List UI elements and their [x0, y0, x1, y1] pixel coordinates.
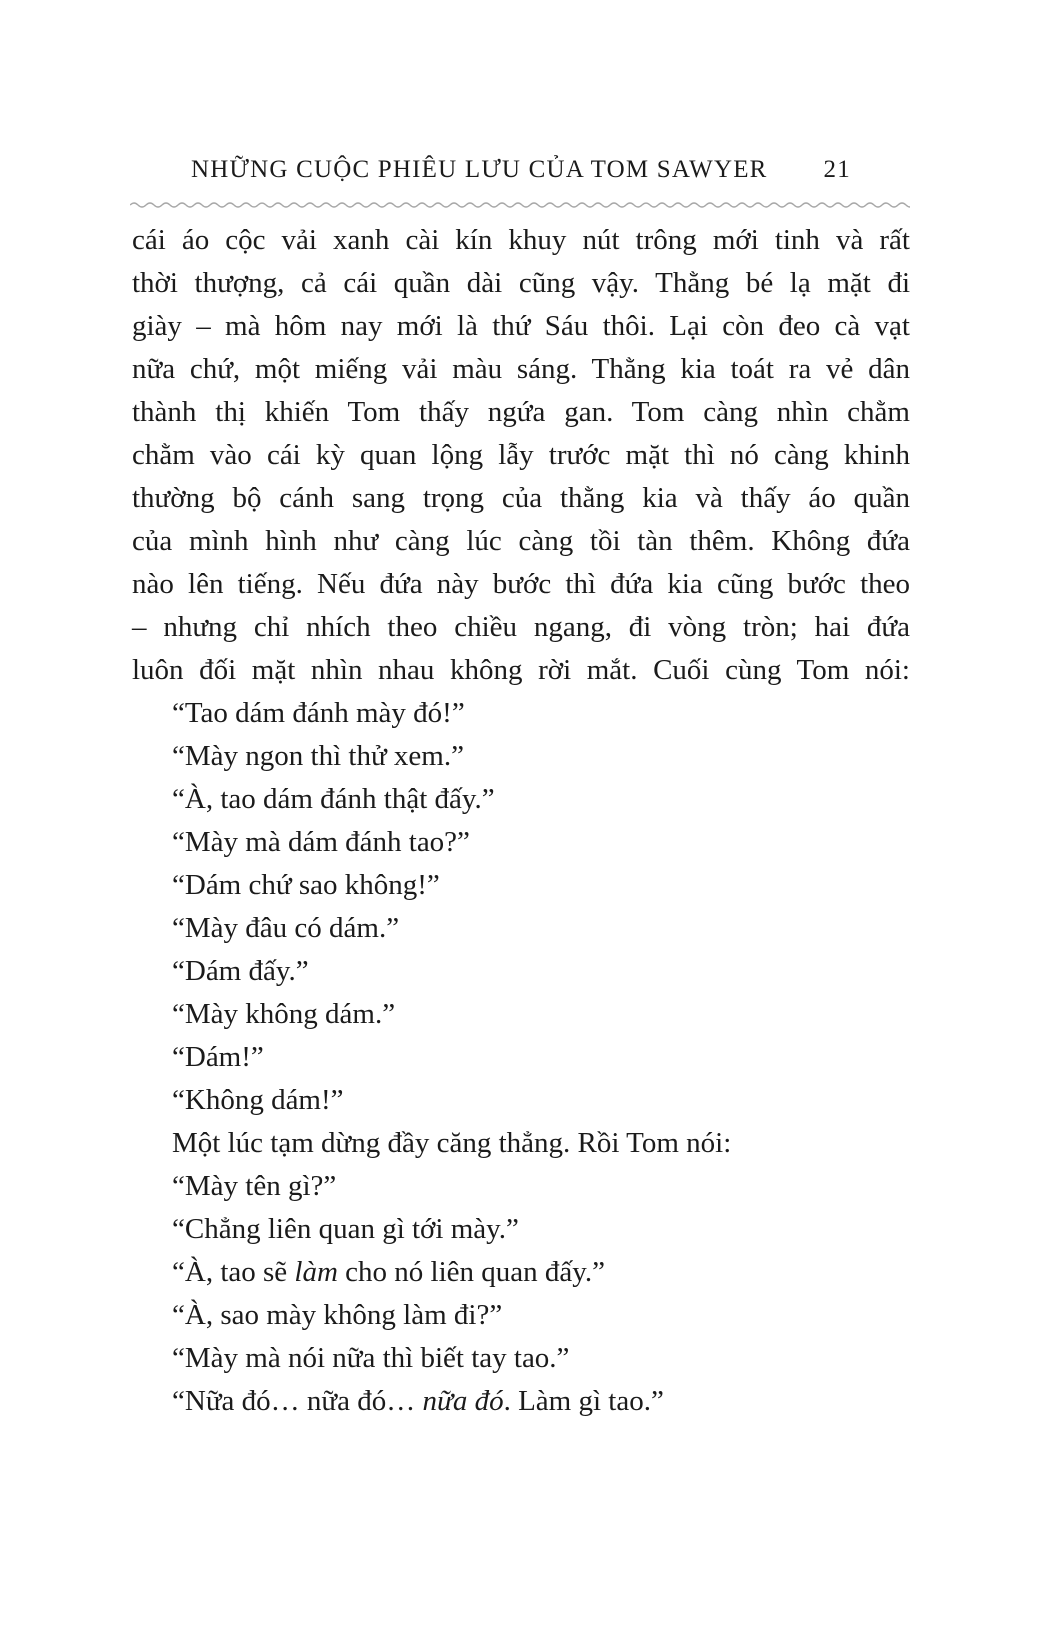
dialogue-segment: . Làm gì tao.”	[503, 1385, 664, 1417]
wavy-divider	[130, 199, 910, 211]
dialogue-line: “Mày mà dám đánh tao?”	[172, 826, 470, 858]
text-line: chằm vào cái kỳ quan lộng lẫy trước mặt thì nó càng khinh	[132, 439, 910, 471]
dialogue-line: “Mày mà nói nữa thì biết tay tao.”	[172, 1342, 570, 1374]
text-line: giày – mà hôm nay mới là thứ Sáu thôi. Lại còn đeo cà vạt	[132, 310, 910, 342]
dialogue-segment: “Nữa đó… nữa đó…	[172, 1385, 423, 1417]
dialogue-line: “Dám chứ sao không!”	[172, 869, 440, 901]
dialogue-line: “À, tao dám đánh thật đấy.”	[172, 783, 495, 815]
text-line: nào lên tiếng. Nếu đứa này bước thì đứa kia cũng bước theo	[132, 568, 910, 600]
dialogue-line: “Mày đâu có dám.”	[172, 912, 400, 944]
dialogue-segment: cho nó liên quan đấy.”	[337, 1256, 605, 1288]
dialogue-line: “Chẳng liên quan gì tới mày.”	[172, 1213, 519, 1245]
dialogue-line	[132, 1251, 910, 1294]
dialogue-line: “Dám đấy.”	[172, 955, 309, 987]
dialogue-line: “Mày tên gì?”	[172, 1170, 337, 1202]
dialogue-line: “Mày không dám.”	[172, 998, 396, 1030]
text-line: nữa chứ, một miếng vải màu sáng. Thằng kia toát ra vẻ dân	[132, 353, 910, 385]
text-line: – nhưng chỉ nhích theo chiều ngang, đi vòng tròn; hai đứa	[132, 611, 910, 643]
dialogue-line: “Không dám!”	[172, 1084, 344, 1116]
dialogue-line: “À, sao mày không làm đi?”	[172, 1299, 503, 1331]
dialogue-line: “Mày ngon thì thử xem.”	[172, 740, 464, 772]
text-line: luôn đối mặt nhìn nhau không rời mắt. Cuối cùng Tom nói:	[132, 654, 910, 686]
dialogue-line: “Tao dám đánh mày đó!”	[172, 697, 465, 729]
dialogue-line: “Dám!”	[172, 1041, 264, 1073]
body-text	[132, 219, 910, 1423]
dialogue-segment: “À, tao sẽ	[172, 1256, 295, 1288]
dialogue-line	[132, 1380, 910, 1423]
text-line: của mình hình như càng lúc càng tồi tàn thêm. Không đứa	[132, 525, 910, 557]
text-line: thành thị khiến Tom thấy ngứa gan. Tom càng nhìn chằm	[132, 396, 910, 428]
text-line: cái áo cộc vải xanh cài kín khuy nút trông mới tinh và rất	[132, 224, 910, 256]
narration-line: Một lúc tạm dừng đầy căng thẳng. Rồi Tom nói:	[172, 1127, 732, 1159]
header-title: NHỮNG CUỘC PHIÊU LƯU CỦA TOM SAWYER	[191, 156, 768, 183]
page-number: 21	[823, 156, 851, 183]
dialogue-emphasis: làm	[294, 1256, 338, 1288]
text-line: thời thượng, cả cái quần dài cũng vậy. Thằng bé lạ mặt đi	[132, 267, 910, 299]
dialogue-emphasis: nữa đó	[422, 1385, 504, 1417]
running-header	[132, 156, 910, 184]
text-line: thường bộ cánh sang trọng của thằng kia và thấy áo quần	[132, 482, 910, 514]
